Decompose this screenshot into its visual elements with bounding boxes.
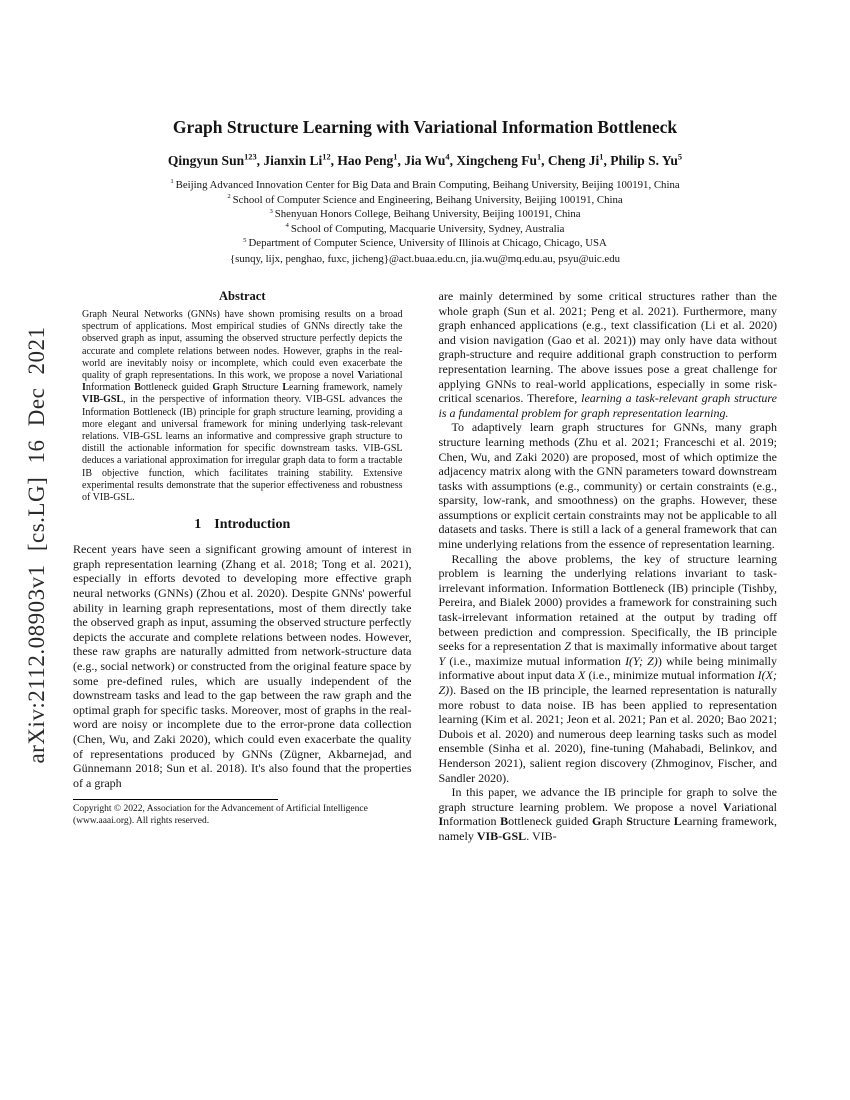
author: [337, 153, 404, 168]
author-separator: ,: [603, 153, 611, 168]
author-separator: ,: [449, 153, 457, 168]
section-title: Introduction: [214, 517, 291, 533]
author-superscript: 1: [599, 152, 604, 162]
author-name: Hao Peng: [337, 153, 394, 168]
author: [168, 153, 263, 168]
author-separator: ,: [397, 153, 405, 168]
author: [404, 153, 456, 168]
author-name: Jianxin Li: [263, 153, 323, 168]
author-name: Philip S. Yu: [610, 153, 678, 168]
affiliation-line: [73, 178, 777, 193]
authors-line: [73, 152, 777, 170]
affiliation-text: School of Computer Science and Engineering, Beihang University, Beijing 100191, China: [232, 193, 623, 206]
author-separator: ,: [330, 153, 338, 168]
footnote-text: Copyright © 2022, Association for the Advancement of Artificial Intelligence (www.aaai.org). All rights reserved.: [73, 804, 368, 826]
affiliation-superscript: 4: [285, 222, 289, 230]
affiliation-text: Department of Computer Science, University of Illinois at Chicago, Chicago, USA: [248, 237, 607, 250]
right-column: [439, 289, 778, 844]
affiliation-superscript: 5: [243, 236, 247, 244]
author-superscript: 1: [536, 152, 542, 162]
paragraph: Recalling the above problems, the key of structure learning problem is learning the underlying relations invariant to task-irrelevant information. Information Bottleneck (IB) principle (Tishby, Pereira, and Bialek 2000) provides a framework for constraining such task-irrelevant information retained at the output by trading off between prediction and compression. Specifically, the IB principle seeks for a representation Z that is maximally informative about target Y (i.e., maximize mutual information I(Y; Z)) while being minimally informative about input data X (i.e., minimize mutual information I(X; Z)). Based on the IB principle, the learned representation is naturally more robust to data noise. IB has been applied to representation learning (Kim et al. 2021; Jeon et al. 2021; Pan et al. 2020; Bao 2021; Dubois et al. 2020) and numerous deep learning tasks such as model ensemble (Sinha et al. 2020), fine-tuning (Mahabadi, Belinkov, and Henderson 2021), salient region discovery (Zhmoginov, Fischer, and Sandler 2020).: [438, 551, 778, 785]
affiliation-line: [73, 193, 777, 208]
author-name: Qingyun Sun: [167, 153, 245, 168]
author: [548, 153, 610, 168]
section-number: 1: [194, 517, 202, 533]
author-separator: ,: [256, 153, 264, 168]
author-superscript: 12: [322, 152, 331, 162]
author-superscript: 5: [677, 152, 683, 162]
author-superscript: 1: [393, 152, 398, 162]
intro-paragraph: Recent years have seen a significant growing amount of interest in graph representation learning (Zhang et al. 2018; Tong et al. 2021), especially in efforts devoted to developing more effective graph neural networks (GNNs) (Zhou et al. 2020). Despite GNNs' powerful ability in learning graph representations, most of them directly take the observed graph as input, assuming the observed structure perfectly depicts the accurate and complete relations between nodes. However, these raw graphs are naturally admitted from network-structure data (e.g., social network) or constructed from the original feature space by some pre-defined rules, which are usually independent of the downstream tasks and lead to the gap between the raw graph and the optimal graph for specific tasks. Moreover, most of graphs in the real-word are noisy or incomplete due to the error-prone data collection (Chen, Wu, and Zaki 2020), which could even exacerbate the quality of representations produced by GNNs (Zügner, Akbarnejad, and Günnemann 2018; Sun et al. 2018). It's also found that the properties of a graph: [73, 542, 412, 790]
author-name: Cheng Ji: [547, 153, 600, 168]
affiliation-line: [73, 207, 777, 222]
footnote: [73, 799, 412, 827]
author: [610, 153, 682, 168]
affiliation-superscript: 3: [269, 207, 273, 215]
author-superscript: 4: [445, 152, 450, 162]
footnote-rule: [73, 799, 278, 800]
affiliations-block: [73, 178, 777, 251]
author-superscript: 123: [244, 152, 257, 162]
left-column: [73, 289, 412, 844]
affiliation-superscript: 2: [227, 193, 231, 200]
author-name: Jia Wu: [404, 153, 446, 168]
affiliation-line: [73, 236, 777, 251]
paper-title: Graph Structure Learning with Variational Information Bottleneck: [172, 117, 678, 137]
abstract-heading: Abstract: [218, 288, 266, 303]
emails-line: {sunqy, lijx, penghao, fuxc, jicheng}@act.buaa.edu.cn, jia.wu@mq.edu.au, psyu@uic.edu: [230, 252, 620, 265]
arxiv-watermark: arXiv:2112.08903v1 [cs.LG] 16 Dec 2021: [24, 326, 49, 764]
section-heading-introduction: [73, 517, 412, 533]
affiliation-text: Shenyuan Honors College, Beihang University, Beijing 100191, China: [274, 208, 581, 221]
abstract-text: Graph Neural Networks (GNNs) have shown promising results on a broad spectrum of applications. Most empirical studies of GNNs directly take the observed graph as input, assuming the observed structure perfectly depicts the accurate and complete relations between nodes. However, graphs in the real-world are inevitably noisy or incomplete, which could even exacerbate the quality of graph representations. In this work, we propose a novel Variational Information Bottleneck guided Graph Structure Learning framework, namely VIB-GSL, in the perspective of information theory. VIB-GSL advances the Information Bottleneck (IB) principle for graph structure learning, providing a more elegant and universal framework for mining underlying task-relevant relations. VIB-GSL learns an informative and compressive graph structure to distill the actionable information for specific downstream tasks. VIB-GSL deduces a variational approximation for irregular graph data to form a tractable IB objective function, which facilitates training stability. Extensive experimental results demonstrate that the superior effectiveness and robustness of VIB-GSL.: [82, 308, 403, 504]
author-separator: ,: [541, 153, 548, 168]
paragraph: In this paper, we advance the IB principle for graph to solve the graph structure learning problem. We propose a novel Variational Information Bottleneck guided Graph Structure Learning framework, namely VIB-GSL. VIB-: [438, 785, 778, 843]
paragraph: To adaptively learn graph structures for GNNs, many graph structure learning methods (Zhu et al. 2021; Franceschi et al. 2019; Chen, Wu, and Zaki 2020) are proposed, most of which optimize the adjacency matrix along with the GNN parameters toward downstream tasks with assumptions (e.g., community) or certain constraints (e.g., sparsity, low-rank, and smoothness) on the graphs. However, these assumptions or explicit certain constraints may not be applicable to all datasets and tasks. There is still a lack of a general framework that can mine underlying relations from the essence of representation learning.: [438, 420, 777, 552]
affiliation-superscript: 1: [170, 178, 174, 186]
affiliation-line: [73, 222, 777, 237]
paragraph-continuation: are mainly determined by some critical structures rather than the whole graph (Sun et al. 2021; Peng et al. 2021). Furthermore, many graph enhanced applications (e.g., text classification (Li et al. 2020) and vision navigation (Gao et al. 2021)) may only have data without graph-structure and require additional graph construction to perform representation learning. The above issues pose a great challenge for applying GNNs to real-world applications, especially in some risk-critical scenarios. Therefore, learning a task-relevant graph structure is a fundamental problem for graph representation learning.: [438, 288, 777, 420]
two-column-body: [73, 289, 777, 844]
affiliation-text: Beijing Advanced Innovation Center for Big Data and Brain Computing, Beihang University, Beijing 100191, China: [175, 179, 680, 191]
affiliation-text: School of Computing, Macquarie University, Sydney, Australia: [290, 222, 565, 235]
author: [456, 153, 548, 168]
author-name: Xingcheng Fu: [456, 153, 537, 168]
author: [263, 153, 337, 168]
